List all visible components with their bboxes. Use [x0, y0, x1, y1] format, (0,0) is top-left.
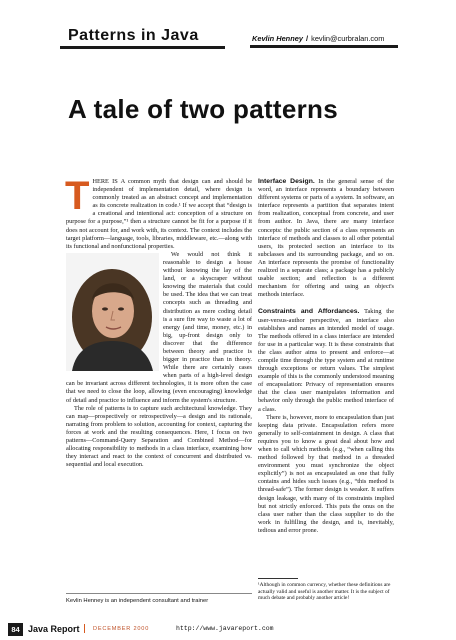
- magazine-url[interactable]: http://www.javareport.com: [176, 625, 274, 632]
- paragraph: THERE IS A common myth that design can and should be independent of implementation detail, where design is commonly treated as an abstract concept and implementation as its concrete realization in code.¹ If we accept that “design is a creational and intentional act: conception of a structure on purpose for a purpose,”¹ then a structure cannot be fit for a purpose if it does not account for, and work with, its context. The context includes the target platform—language, tools, libraries, middleware, etc.—along with its functional and nonfunctional properties.: [65, 174, 252, 250]
- byline-rule: [250, 45, 398, 48]
- magazine-name: Java Report: [28, 624, 88, 634]
- paragraph: We would not think it reasonable to design a house without knowing the lay of the land, or a skyscraper without knowing the materials that could be used. The idea that we can treat concepts such as threading and distribution as mere coding detail is a sure fire way to waste a lot of energy (and time, money, etc.) in big, up-front design only to discover that the difference between theory and practice is bigger in practice than in theory. While there are certainly cases when parts of a high-level design can be invariant across different technologies, it is more often the case that we need to close the loop, allowing (even encouraging) knowledge of detail and practice to influence and inform the system's structure.: [66, 250, 252, 404]
- drop-cap: T: [65, 174, 90, 218]
- bio-rule: [66, 593, 252, 594]
- footnote: ¹Although in common currency, whether these definitions are actually valid and useful is another matter. It is the subject of much debate and probably another article!: [258, 582, 391, 602]
- article-title: A tale of two patterns: [68, 94, 338, 124]
- author-name: Kevlin Henney: [252, 34, 303, 43]
- author-bio: Kevlin Henney is an independent consultant and trainer: [66, 598, 209, 604]
- paragraph: There is, however, more to encapsulation than just keeping data private. Encapsulation refers more generally to self-containment in design. A class that requires you to know a great deal about how and when to call which methods (e.g., “when calling this method followed by that method in a threaded environment you must synchronize the object explicitly”) is not as encapsulated as one that fully contains and hides such issues (e.g., “this method is thread-safe”). The former design is weaker. It suffers design leakage, with many of its constraints implied but not strictly enforced. This puts the onus on the class user rather than the class supplier to do the work in fulfilling the design, and is, inevitably, tedious and error prone.: [258, 413, 394, 534]
- section-heading-interface-design: Interface Design.: [258, 178, 315, 185]
- article-column-right: [258, 178, 394, 535]
- header-rule: [60, 46, 225, 49]
- article-column-left: [65, 174, 252, 469]
- page-number: 84: [8, 623, 23, 636]
- column-title: Patterns in Java: [68, 27, 199, 44]
- author-email[interactable]: kevlin@curbralan.com: [311, 34, 385, 43]
- footer-divider: [84, 624, 85, 633]
- paragraph: Constraints and Affordances. Taking the user-versus-author perspective, an interface also establishes and names an intended model of usage. The methods offered in a class interface are intended for use in a particular way. It is these constraints that the class author aims to present and enforce—at compile time through the type system and at runtime through exceptions or return values. The simplest example of this is the commonly understood meaning of encapsulation: Privacy of representation ensures that the class user manipulates information and behavior only through the public method interface of a class.: [258, 308, 394, 413]
- author-byline: [252, 34, 384, 43]
- author-photo: [66, 253, 159, 371]
- paragraph: Interface Design. In the general sense of the word, an interface represents a boundary between different systems or parts of a system. In software, an interface represents a partition that separates intent from realization, conceptual from concrete, and user from author. In Java, there are many interface concepts: the public section of a class represents an interface of methods and classes to all other potential users, its protected section an interface to its subclasses and its surrounding package, and so on. An interface represents the promise of functionality realized in a separate class; a package has a publicly usable section; and reflection is a different mechanism for offering and using an object's methods interface.: [258, 178, 394, 299]
- byline-separator: /: [306, 34, 309, 43]
- footnote-rule: [258, 578, 298, 579]
- section-heading-constraints: Constraints and Affordances.: [258, 308, 360, 316]
- issue-date: DECEMBER 2000: [93, 626, 150, 632]
- paragraph: The role of patterns is to capture such architectural knowledge. They can map—prospectively or retrospectively—a design and its rationale, narrating from problem to solution, accounting for context, capturing the forces at work and the resulting consequences. Here, I focus on two patterns—Command-Query Separation and Combined Method—for allocating responsibility to methods in a class interface, examining how they interact and react to the context of concurrent and distributed vs. sequential and local execution.: [66, 404, 252, 469]
